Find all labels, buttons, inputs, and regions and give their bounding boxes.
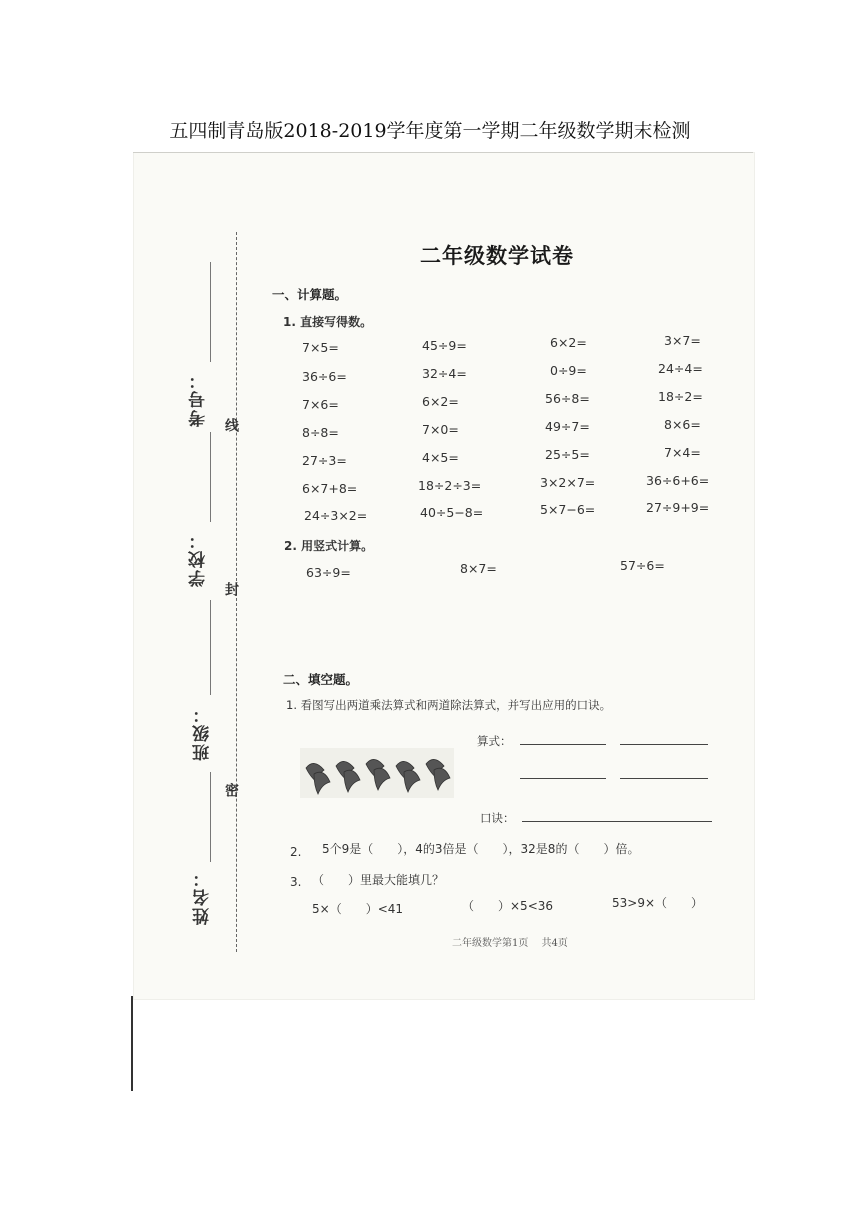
scan-left-edge bbox=[131, 996, 133, 1091]
calc-item: 7×0= bbox=[422, 422, 459, 437]
kaohao-blank-line bbox=[210, 262, 211, 362]
calc-item: 56÷8= bbox=[545, 391, 590, 406]
calc-item: 36÷6+6= bbox=[646, 473, 710, 488]
calc-item: 27÷9+9= bbox=[646, 500, 710, 515]
calc-item: 8×6= bbox=[664, 417, 701, 432]
answer-line bbox=[620, 744, 708, 745]
calc-item: 3×2×7= bbox=[540, 475, 596, 490]
section2-q3-text: （ ）里最大能填几？ bbox=[312, 873, 445, 887]
section2-q1-text: 1. 看图写出两道乘法算式和两道除法算式，并写出应用的口诀。 bbox=[286, 698, 612, 712]
fill-item: 53>9×（ ） bbox=[612, 896, 704, 910]
calc-item: 45÷9= bbox=[422, 338, 467, 353]
section2-q3-num: 3. bbox=[290, 875, 302, 889]
answer-line bbox=[522, 821, 712, 822]
xingming-blank-line bbox=[210, 772, 211, 862]
calc-item: 4×5= bbox=[422, 450, 459, 465]
xuexiao-label: 学校： bbox=[189, 530, 209, 587]
seal-xian: 线 bbox=[223, 418, 239, 432]
calc-item: 3×7= bbox=[664, 333, 701, 348]
q2-label: 2. 用竖式计算。 bbox=[284, 539, 374, 553]
koujue-label: 口诀： bbox=[480, 811, 515, 825]
calc-item: 18÷2÷3= bbox=[418, 478, 482, 493]
calc-item: 27÷3= bbox=[302, 453, 347, 468]
seal-mi: 密 bbox=[223, 783, 239, 797]
calc-item: 49÷7= bbox=[545, 419, 590, 434]
section2-q2-text: 5个9是（ ），4的3倍是（ ），32是8的（ ）倍。 bbox=[322, 842, 640, 856]
vertical-calc-item: 57÷6= bbox=[620, 558, 665, 573]
calc-item: 0÷9= bbox=[550, 363, 587, 378]
calc-item: 40÷5−8= bbox=[420, 505, 484, 520]
kaohao-label: 考号： bbox=[189, 370, 209, 427]
xuexiao-blank-line bbox=[210, 432, 211, 522]
calc-item: 7×4= bbox=[664, 445, 701, 460]
calc-item: 8÷8= bbox=[302, 425, 339, 440]
vertical-calc-item: 8×7= bbox=[460, 561, 497, 576]
suanshi-label: 算式： bbox=[477, 734, 512, 748]
calc-item: 6×7+8= bbox=[302, 481, 358, 496]
calc-item: 7×5= bbox=[302, 340, 339, 355]
calc-item: 7×6= bbox=[302, 397, 339, 412]
calc-item: 24÷4= bbox=[658, 361, 703, 376]
answer-line bbox=[520, 778, 606, 779]
answer-line bbox=[620, 778, 708, 779]
fill-item: （ ）×5<36 bbox=[462, 899, 554, 913]
seal-feng: 封 bbox=[223, 582, 239, 596]
document-title: 五四制青岛版2018-2019学年度第一学期二年级数学期末检测 bbox=[169, 120, 691, 142]
section2-q2-num: 2. bbox=[290, 845, 302, 859]
calc-item: 32÷4= bbox=[422, 366, 467, 381]
q1-label: 1. 直接写得数。 bbox=[283, 315, 373, 329]
paper-title: 二年级数学试卷 bbox=[420, 244, 574, 268]
calc-item: 18÷2= bbox=[658, 389, 703, 404]
calc-item: 24÷3×2= bbox=[304, 508, 368, 523]
calc-item: 25÷5= bbox=[545, 447, 590, 462]
xingming-label: 姓名： bbox=[193, 868, 213, 925]
answer-line bbox=[520, 744, 606, 745]
scan-top-edge bbox=[133, 152, 753, 153]
vertical-calc-item: 63÷9= bbox=[306, 565, 351, 580]
page-footer: 二年级数学第1页 共4页 bbox=[452, 938, 568, 949]
banji-label: 班级： bbox=[193, 704, 213, 761]
calc-item: 36÷6= bbox=[302, 369, 347, 384]
banji-blank-line bbox=[210, 600, 211, 695]
calc-item: 6×2= bbox=[422, 394, 459, 409]
peppers-image bbox=[300, 748, 454, 798]
calc-item: 6×2= bbox=[550, 335, 587, 350]
section2-heading: 二、填空题。 bbox=[283, 672, 359, 687]
calc-item: 5×7−6= bbox=[540, 502, 596, 517]
section1-heading: 一、计算题。 bbox=[272, 287, 348, 302]
fill-item: 5×（ ）<41 bbox=[312, 902, 404, 916]
